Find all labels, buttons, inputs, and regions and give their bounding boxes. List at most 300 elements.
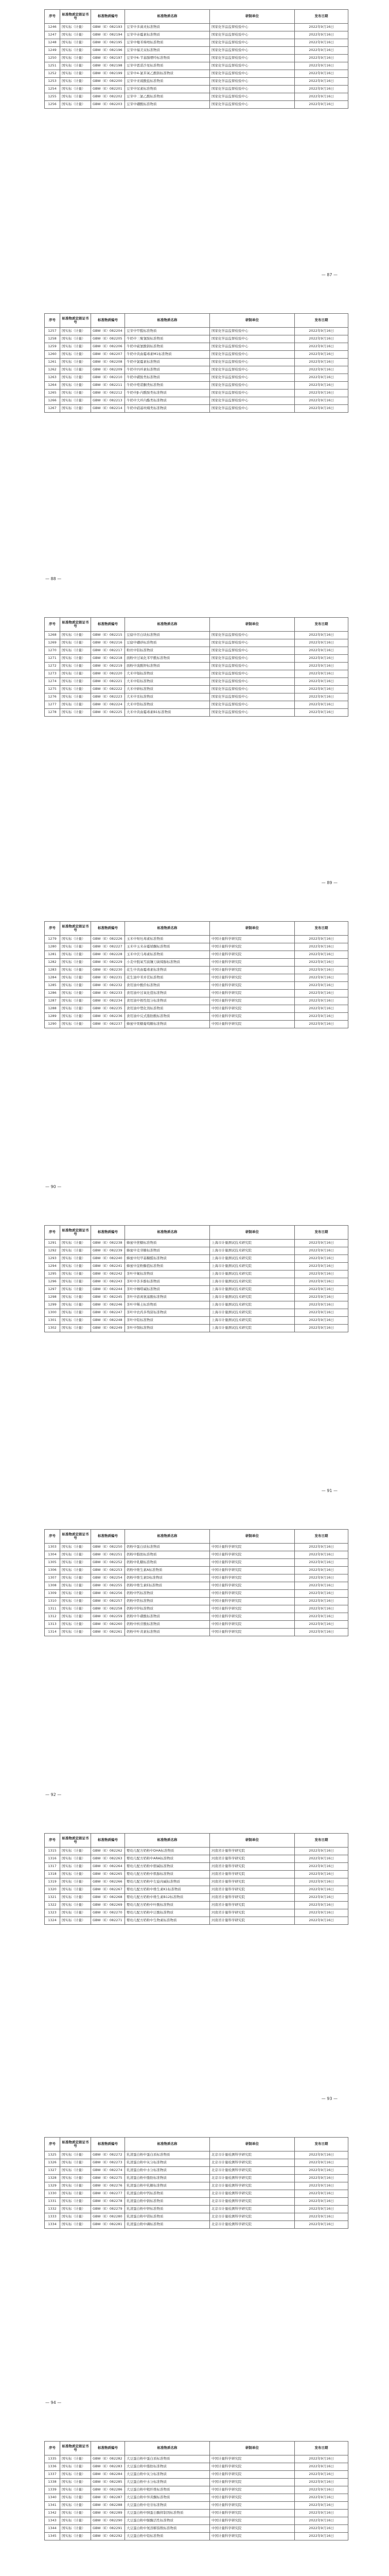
table-row bbox=[45, 39, 348, 47]
release-date-cell: 2022年9月16日 bbox=[295, 1278, 348, 1286]
table-row bbox=[45, 655, 348, 663]
certificate-type-cell: 国实标（计量） bbox=[60, 959, 91, 967]
certificate-type-cell: 国实标（计量） bbox=[60, 1909, 91, 1917]
material-name-cell: 蜂蜜中果糖葡萄糖标准物质 bbox=[125, 1021, 210, 1028]
table-header-row bbox=[45, 1530, 348, 1544]
material-code-cell: GBW（E）082223 bbox=[91, 693, 125, 701]
material-name-cell: 茶叶中茶多酚标准物质 bbox=[125, 1278, 210, 1286]
certificate-type-cell: 国实标（计量） bbox=[60, 1902, 91, 1909]
serial-number-cell: 1333 bbox=[45, 2213, 60, 2221]
release-date-cell: 2022年9月16日 bbox=[295, 343, 348, 351]
developer-cell: 国家化学品监督检验中心 bbox=[210, 47, 295, 55]
serial-number-cell: 1336 bbox=[45, 2463, 60, 2471]
serial-number-cell: 1326 bbox=[45, 2159, 60, 2167]
release-date-cell: 2022年9月16日 bbox=[295, 670, 348, 678]
developer-cell: 河南省计量科学研究院 bbox=[210, 1848, 295, 1855]
serial-number-cell: 1287 bbox=[45, 997, 60, 1005]
table-row bbox=[45, 1255, 348, 1263]
material-code-cell: GBW（E）082213 bbox=[91, 397, 125, 405]
certificate-type-cell: 国实标（计量） bbox=[60, 1613, 91, 1621]
table-row bbox=[45, 1263, 348, 1270]
certificate-type-cell: 国实标（计量） bbox=[60, 1894, 91, 1902]
developer-cell: 中国计量科学研究院 bbox=[210, 1613, 295, 1621]
material-code-cell: GBW（E）082204 bbox=[91, 328, 125, 335]
release-date-cell: 2022年9月16日 bbox=[295, 1544, 348, 1551]
table-row bbox=[45, 1325, 348, 1332]
certificate-type-cell: 国实标（计量） bbox=[60, 1317, 91, 1325]
material-name-cell: 豆芽中噻苯咪唑标准物质 bbox=[125, 39, 210, 47]
release-date-cell: 2022年9月16日 bbox=[295, 974, 348, 982]
document-page bbox=[44, 1833, 348, 2101]
material-code-cell: GBW（E）082247 bbox=[91, 1309, 125, 1317]
developer-cell: 上海市计量测试技术研究院 bbox=[210, 1309, 295, 1317]
column-header: 标准物质定级证书号 bbox=[60, 10, 91, 24]
release-date-cell: 2022年9月16日 bbox=[295, 1582, 348, 1590]
developer-cell: 河南省计量科学研究院 bbox=[210, 1886, 295, 1894]
table-row bbox=[45, 967, 348, 974]
material-name-cell: 乳清蛋白粉中磷标准物质 bbox=[125, 2221, 210, 2229]
certificate-type-cell: 国实标（计量） bbox=[60, 2510, 91, 2517]
material-code-cell: GBW（E）082253 bbox=[91, 1567, 125, 1574]
column-header: 发布日期 bbox=[295, 618, 348, 632]
certificate-type-cell: 国实标（计量） bbox=[60, 62, 91, 70]
material-code-cell: GBW（E）082281 bbox=[91, 2221, 125, 2229]
certificate-type-cell: 国实标（计量） bbox=[60, 647, 91, 655]
material-code-cell: GBW（E）082238 bbox=[91, 1240, 125, 1247]
release-date-cell: 2022年9月16日 bbox=[295, 101, 348, 109]
material-name-cell: 大豆蛋白粉中粗纤维标准物质 bbox=[125, 2486, 210, 2494]
release-date-cell: 2022年9月16日 bbox=[295, 997, 348, 1005]
material-code-cell: GBW（E）082244 bbox=[91, 1286, 125, 1294]
material-code-cell: GBW（E）082249 bbox=[91, 1325, 125, 1332]
certificate-type-cell: 国实标（计量） bbox=[60, 1917, 91, 1925]
document-page bbox=[44, 313, 348, 581]
certificate-type-cell: 国实标（计量） bbox=[60, 1598, 91, 1605]
table-row bbox=[45, 1621, 348, 1629]
document-page bbox=[44, 2441, 348, 2576]
document-page bbox=[44, 1225, 348, 1493]
column-header: 序号 bbox=[45, 314, 60, 328]
material-name-cell: 玉米中玉米赤霉烯酮标准物质 bbox=[125, 943, 210, 951]
serial-number-cell: 1256 bbox=[45, 101, 60, 109]
material-name-cell: 食用油中酸价标准物质 bbox=[125, 982, 210, 990]
developer-cell: 中国计量科学研究院 bbox=[210, 982, 295, 990]
developer-cell: 国家化学品监督检验中心 bbox=[210, 359, 295, 366]
material-code-cell: GBW（E）082251 bbox=[91, 1551, 125, 1559]
table-row bbox=[45, 2533, 348, 2540]
serial-number-cell: 1331 bbox=[45, 2198, 60, 2206]
table-row bbox=[45, 351, 348, 359]
column-header: 标准物质定级证书号 bbox=[60, 2138, 91, 2151]
material-name-cell: 乳清蛋白粉中镁标准物质 bbox=[125, 2213, 210, 2221]
developer-cell: 国家化学品监督检验中心 bbox=[210, 93, 295, 101]
certificate-type-cell: 国实标（计量） bbox=[60, 1855, 91, 1863]
release-date-cell: 2022年9月16日 bbox=[295, 1909, 348, 1917]
serial-number-cell: 1328 bbox=[45, 2175, 60, 2182]
material-code-cell: GBW（E）082259 bbox=[91, 1613, 125, 1621]
serial-number-cell: 1301 bbox=[45, 1317, 60, 1325]
material-name-cell: 粉丝中铝标准物质 bbox=[125, 647, 210, 655]
developer-cell: 上海市计量测试技术研究院 bbox=[210, 1301, 295, 1309]
release-date-cell: 2022年9月16日 bbox=[295, 647, 348, 655]
serial-number-cell: 1255 bbox=[45, 93, 60, 101]
developer-cell: 国家化学品监督检验中心 bbox=[210, 678, 295, 686]
material-name-cell: 乳清蛋白粉中脂肪标准物质 bbox=[125, 2175, 210, 2182]
release-date-cell: 2022年9月16日 bbox=[295, 2182, 348, 2190]
column-header: 标准物质定级证书号 bbox=[60, 922, 91, 936]
release-date-cell: 2022年9月16日 bbox=[295, 1005, 348, 1013]
table-row bbox=[45, 1598, 348, 1605]
developer-cell: 中国计量科学研究院 bbox=[210, 2479, 295, 2486]
table-row bbox=[45, 1309, 348, 1317]
material-name-cell: 奶粉中铁标准物质 bbox=[125, 1598, 210, 1605]
table-row bbox=[45, 78, 348, 86]
table-row bbox=[45, 1317, 348, 1325]
material-code-cell: GBW（E）082274 bbox=[91, 2167, 125, 2175]
developer-cell: 国家化学品监督检验中心 bbox=[210, 709, 295, 717]
certificate-type-cell: 国实标（计量） bbox=[60, 47, 91, 55]
serial-number-cell: 1283 bbox=[45, 967, 60, 974]
release-date-cell: 2022年9月16日 bbox=[295, 1567, 348, 1574]
developer-cell: 国家化学品监督检验中心 bbox=[210, 335, 295, 343]
material-name-cell: 大豆蛋白粉中铅标准物质 bbox=[125, 2533, 210, 2540]
table-row bbox=[45, 2221, 348, 2229]
material-name-cell: 乳清蛋白粉中水分标准物质 bbox=[125, 2167, 210, 2175]
material-code-cell: GBW（E）082215 bbox=[91, 632, 125, 639]
material-name-cell: 牛奶中硝基呋喃类标准物质 bbox=[125, 405, 210, 413]
developer-cell: 中国计量科学研究院 bbox=[210, 943, 295, 951]
release-date-cell: 2022年9月16日 bbox=[295, 1848, 348, 1855]
material-code-cell: GBW（E）082231 bbox=[91, 974, 125, 982]
table-row bbox=[45, 1021, 348, 1028]
material-name-cell: 豆芽中亚硫酸盐标准物质 bbox=[125, 78, 210, 86]
developer-cell: 国家化学品监督检验中心 bbox=[210, 86, 295, 93]
release-date-cell: 2022年9月16日 bbox=[295, 959, 348, 967]
serial-number-cell: 1288 bbox=[45, 1005, 60, 1013]
serial-number-cell: 1247 bbox=[45, 31, 60, 39]
developer-cell: 国家化学品监督检验中心 bbox=[210, 62, 295, 70]
developer-cell: 国家化学品监督检验中心 bbox=[210, 351, 295, 359]
table-row bbox=[45, 1863, 348, 1871]
material-code-cell: GBW（E）082241 bbox=[91, 1263, 125, 1270]
release-date-cell: 2022年9月16日 bbox=[295, 2486, 348, 2494]
serial-number-cell: 1316 bbox=[45, 1855, 60, 1863]
release-date-cell: 2022年9月16日 bbox=[295, 1878, 348, 1886]
material-name-cell: 奶粉中维生素E标准物质 bbox=[125, 1582, 210, 1590]
material-name-cell: 奶粉中脂肪标准物质 bbox=[125, 1551, 210, 1559]
certificate-type-cell: 国实标（计量） bbox=[60, 982, 91, 990]
certificate-type-cell: 国实标（计量） bbox=[60, 2455, 91, 2463]
column-header: 标准物质编号 bbox=[91, 2442, 125, 2455]
material-code-cell: GBW（E）082235 bbox=[91, 1005, 125, 1013]
developer-cell: 中国计量科学研究院 bbox=[210, 997, 295, 1005]
serial-number-cell: 1320 bbox=[45, 1886, 60, 1894]
certificate-type-cell: 国实标（计量） bbox=[60, 2206, 91, 2213]
serial-number-cell: 1274 bbox=[45, 678, 60, 686]
serial-number-cell: 1315 bbox=[45, 1848, 60, 1855]
developer-cell: 国家化学品监督检验中心 bbox=[210, 663, 295, 670]
release-date-cell: 2022年9月16日 bbox=[295, 1598, 348, 1605]
serial-number-cell: 1325 bbox=[45, 2151, 60, 2159]
table-row bbox=[45, 974, 348, 982]
material-name-cell: 大豆蛋白粉中氮溶解指数标准物质 bbox=[125, 2525, 210, 2533]
release-date-cell: 2022年9月16日 bbox=[295, 1886, 348, 1894]
serial-number-cell: 1324 bbox=[45, 1917, 60, 1925]
developer-cell: 中国计量科学研究院 bbox=[210, 2533, 295, 2540]
certificate-type-cell: 国实标（计量） bbox=[60, 39, 91, 47]
material-name-cell: 乳清蛋白粉中灰分标准物质 bbox=[125, 2159, 210, 2167]
column-header: 发布日期 bbox=[295, 2442, 348, 2455]
table-row bbox=[45, 1590, 348, 1598]
developer-cell: 中国计量科学研究院 bbox=[210, 1559, 295, 1567]
serial-number-cell: 1345 bbox=[45, 2533, 60, 2540]
release-date-cell: 2022年9月16日 bbox=[295, 2206, 348, 2213]
release-date-cell: 2022年9月16日 bbox=[295, 1317, 348, 1325]
materials-table bbox=[44, 921, 348, 1028]
developer-cell: 国家化学品监督检验中心 bbox=[210, 366, 295, 374]
serial-number-cell: 1298 bbox=[45, 1294, 60, 1301]
table-row bbox=[45, 101, 348, 109]
material-code-cell: GBW（E）082221 bbox=[91, 678, 125, 686]
certificate-type-cell: 国实标（计量） bbox=[60, 78, 91, 86]
table-row bbox=[45, 1240, 348, 1247]
material-name-cell: 牛奶中喹诺酮类标准物质 bbox=[125, 382, 210, 389]
table-row bbox=[45, 1567, 348, 1574]
developer-cell: 中国计量科学研究院 bbox=[210, 1574, 295, 1582]
column-header: 序号 bbox=[45, 2442, 60, 2455]
release-date-cell: 2022年9月16日 bbox=[295, 405, 348, 413]
material-name-cell: 面粉中溴酸钾标准物质 bbox=[125, 663, 210, 670]
release-date-cell: 2022年9月16日 bbox=[295, 1559, 348, 1567]
material-name-cell: 食用油中塑化剂标准物质 bbox=[125, 1005, 210, 1013]
developer-cell: 国家化学品监督检验中心 bbox=[210, 389, 295, 397]
table-row bbox=[45, 1559, 348, 1567]
certificate-type-cell: 国实标（计量） bbox=[60, 101, 91, 109]
release-date-cell: 2022年9月16日 bbox=[295, 686, 348, 693]
column-header: 标准物质名称 bbox=[125, 922, 210, 936]
page-number: — 94 — bbox=[45, 2400, 62, 2405]
release-date-cell: 2022年9月16日 bbox=[295, 328, 348, 335]
certificate-type-cell: 国实标（计量） bbox=[60, 2182, 91, 2190]
serial-number-cell: 1276 bbox=[45, 693, 60, 701]
table-row bbox=[45, 389, 348, 397]
table-row bbox=[45, 328, 348, 335]
developer-cell: 上海市计量测试技术研究院 bbox=[210, 1294, 295, 1301]
material-name-cell: 大豆蛋白粉中脲酶活性标准物质 bbox=[125, 2517, 210, 2525]
material-code-cell: GBW（E）082272 bbox=[91, 2151, 125, 2159]
material-name-cell: 大豆蛋白粉中皂苷标准物质 bbox=[125, 2502, 210, 2510]
table-row bbox=[45, 709, 348, 717]
developer-cell: 中国计量科学研究院 bbox=[210, 1005, 295, 1013]
material-name-cell: 乳清蛋白粉中乳糖标准物质 bbox=[125, 2182, 210, 2190]
serial-number-cell: 1295 bbox=[45, 1270, 60, 1278]
table-row bbox=[45, 1886, 348, 1894]
serial-number-cell: 1338 bbox=[45, 2479, 60, 2486]
release-date-cell: 2022年9月16日 bbox=[295, 86, 348, 93]
material-code-cell: GBW（E）082197 bbox=[91, 55, 125, 62]
table-row bbox=[45, 936, 348, 943]
certificate-type-cell: 国实标（计量） bbox=[60, 93, 91, 101]
table-row bbox=[45, 2175, 348, 2182]
developer-cell: 中国计量科学研究院 bbox=[210, 2463, 295, 2471]
document-page bbox=[44, 921, 348, 1189]
column-header: 标准物质定级证书号 bbox=[60, 1834, 91, 1848]
material-name-cell: 大豆蛋白粉中胰蛋白酶抑制剂标准物质 bbox=[125, 2510, 210, 2517]
material-code-cell: GBW（E）082201 bbox=[91, 86, 125, 93]
column-header: 研制单位 bbox=[210, 618, 295, 632]
certificate-type-cell: 国实标（计量） bbox=[60, 343, 91, 351]
certificate-type-cell: 国实标（计量） bbox=[60, 2517, 91, 2525]
developer-cell: 中国计量科学研究院 bbox=[210, 2510, 295, 2517]
developer-cell: 河南省计量科学研究院 bbox=[210, 1855, 295, 1863]
material-code-cell: GBW（E）082257 bbox=[91, 1598, 125, 1605]
table-row bbox=[45, 1855, 348, 1863]
developer-cell: 国家化学品监督检验中心 bbox=[210, 686, 295, 693]
serial-number-cell: 1284 bbox=[45, 974, 60, 982]
material-code-cell: GBW（E）082193 bbox=[91, 24, 125, 31]
table-row bbox=[45, 997, 348, 1005]
table-row bbox=[45, 2455, 348, 2463]
column-header: 研制单位 bbox=[210, 10, 295, 24]
certificate-type-cell: 国实标（计量） bbox=[60, 1863, 91, 1871]
serial-number-cell: 1334 bbox=[45, 2221, 60, 2229]
material-code-cell: GBW（E）082230 bbox=[91, 967, 125, 974]
certificate-type-cell: 国实标（计量） bbox=[60, 374, 91, 382]
table-row bbox=[45, 2213, 348, 2221]
release-date-cell: 2022年9月16日 bbox=[295, 1286, 348, 1294]
table-row bbox=[45, 1871, 348, 1878]
developer-cell: 上海市计量测试技术研究院 bbox=[210, 1240, 295, 1247]
serial-number-cell: 1305 bbox=[45, 1559, 60, 1567]
serial-number-cell: 1286 bbox=[45, 990, 60, 997]
column-header: 标准物质定级证书号 bbox=[60, 1530, 91, 1544]
release-date-cell: 2022年9月16日 bbox=[295, 374, 348, 382]
serial-number-cell: 1297 bbox=[45, 1286, 60, 1294]
developer-cell: 上海市计量测试技术研究院 bbox=[210, 1278, 295, 1286]
material-name-cell: 奶粉中钙标准物质 bbox=[125, 1590, 210, 1598]
material-name-cell: 奶粉中锌标准物质 bbox=[125, 1605, 210, 1613]
table-row bbox=[45, 2463, 348, 2471]
material-name-cell: 豆芽中硼酸标准物质 bbox=[125, 101, 210, 109]
table-row bbox=[45, 86, 348, 93]
release-date-cell: 2022年9月16日 bbox=[295, 366, 348, 374]
material-code-cell: GBW（E）082261 bbox=[91, 1629, 125, 1636]
serial-number-cell: 1277 bbox=[45, 701, 60, 709]
material-code-cell: GBW（E）082275 bbox=[91, 2175, 125, 2182]
column-header: 序号 bbox=[45, 2138, 60, 2151]
release-date-cell: 2022年9月16日 bbox=[295, 2463, 348, 2471]
release-date-cell: 2022年9月16日 bbox=[295, 701, 348, 709]
table-header-row bbox=[45, 1834, 348, 1848]
table-header-row bbox=[45, 922, 348, 936]
developer-cell: 中国计量科学研究院 bbox=[210, 1567, 295, 1574]
serial-number-cell: 1291 bbox=[45, 1240, 60, 1247]
page-number: — 88 — bbox=[45, 577, 62, 581]
certificate-type-cell: 国实标（计量） bbox=[60, 936, 91, 943]
certificate-type-cell: 国实标（计量） bbox=[60, 639, 91, 647]
certificate-type-cell: 国实标（计量） bbox=[60, 1270, 91, 1278]
developer-cell: 河南省计量科学研究院 bbox=[210, 1902, 295, 1909]
serial-number-cell: 1250 bbox=[45, 55, 60, 62]
material-name-cell: 大米中砷标准物质 bbox=[125, 686, 210, 693]
table-row bbox=[45, 1301, 348, 1309]
table-row bbox=[45, 405, 348, 413]
serial-number-cell: 1308 bbox=[45, 1582, 60, 1590]
certificate-type-cell: 国实标（计量） bbox=[60, 2175, 91, 2182]
release-date-cell: 2022年9月16日 bbox=[295, 2471, 348, 2479]
release-date-cell: 2022年9月16日 bbox=[295, 1301, 348, 1309]
material-code-cell: GBW（E）082246 bbox=[91, 1301, 125, 1309]
certificate-type-cell: 国实标（计量） bbox=[60, 397, 91, 405]
serial-number-cell: 1311 bbox=[45, 1605, 60, 1613]
certificate-type-cell: 国实标（计量） bbox=[60, 55, 91, 62]
serial-number-cell: 1266 bbox=[45, 397, 60, 405]
table-row bbox=[45, 686, 348, 693]
developer-cell: 国家化学品监督检验中心 bbox=[210, 670, 295, 678]
material-name-cell: 婴幼儿配方奶粉中泛酸标准物质 bbox=[125, 1909, 210, 1917]
developer-cell: 国家化学品监督检验中心 bbox=[210, 647, 295, 655]
serial-number-cell: 1299 bbox=[45, 1301, 60, 1309]
certificate-type-cell: 国实标（计量） bbox=[60, 405, 91, 413]
column-header: 发布日期 bbox=[295, 1834, 348, 1848]
column-header: 标准物质名称 bbox=[125, 1530, 210, 1544]
serial-number-cell: 1329 bbox=[45, 2182, 60, 2190]
developer-cell: 中国计量科学研究院 bbox=[210, 2517, 295, 2525]
certificate-type-cell: 国实标（计量） bbox=[60, 359, 91, 366]
material-name-cell: 奶粉中维生素A标准物质 bbox=[125, 1567, 210, 1574]
release-date-cell: 2022年9月16日 bbox=[295, 1309, 348, 1317]
certificate-type-cell: 国实标（计量） bbox=[60, 335, 91, 343]
certificate-type-cell: 国实标（计量） bbox=[60, 693, 91, 701]
material-code-cell: GBW（E）082225 bbox=[91, 709, 125, 717]
table-row bbox=[45, 1544, 348, 1551]
materials-table bbox=[44, 2441, 348, 2540]
developer-cell: 上海市计量测试技术研究院 bbox=[210, 1286, 295, 1294]
serial-number-cell: 1296 bbox=[45, 1278, 60, 1286]
developer-cell: 中国计量科学研究院 bbox=[210, 1013, 295, 1021]
serial-number-cell: 1332 bbox=[45, 2206, 60, 2213]
materials-table bbox=[44, 313, 348, 413]
materials-table bbox=[44, 2137, 348, 2229]
material-name-cell: 大豆蛋白粉中灰分标准物质 bbox=[125, 2471, 210, 2479]
developer-cell: 中国计量科学研究院 bbox=[210, 2502, 295, 2510]
material-code-cell: GBW（E）082270 bbox=[91, 1909, 125, 1917]
release-date-cell: 2022年9月16日 bbox=[295, 2175, 348, 2182]
table-row bbox=[45, 24, 348, 31]
column-header: 发布日期 bbox=[295, 922, 348, 936]
material-code-cell: GBW（E）082207 bbox=[91, 351, 125, 359]
developer-cell: 北京市计量检测科学研究院 bbox=[210, 2190, 295, 2198]
serial-number-cell: 1337 bbox=[45, 2471, 60, 2479]
material-code-cell: GBW（E）082194 bbox=[91, 31, 125, 39]
release-date-cell: 2022年9月16日 bbox=[295, 78, 348, 86]
certificate-type-cell: 国实标（计量） bbox=[60, 2151, 91, 2159]
material-name-cell: 豆腐中硼砂标准物质 bbox=[125, 639, 210, 647]
table-row bbox=[45, 1629, 348, 1636]
material-code-cell: GBW（E）082209 bbox=[91, 366, 125, 374]
material-name-cell: 茶叶中农药多残留标准物质 bbox=[125, 1309, 210, 1317]
table-row bbox=[45, 1247, 348, 1255]
material-code-cell: GBW（E）082200 bbox=[91, 78, 125, 86]
column-header: 研制单位 bbox=[210, 1530, 295, 1544]
serial-number-cell: 1246 bbox=[45, 24, 60, 31]
developer-cell: 上海市计量测试技术研究院 bbox=[210, 1263, 295, 1270]
developer-cell: 国家化学品监督检验中心 bbox=[210, 101, 295, 109]
certificate-type-cell: 国实标（计量） bbox=[60, 2159, 91, 2167]
table-row bbox=[45, 1574, 348, 1582]
certificate-type-cell: 国实标（计量） bbox=[60, 86, 91, 93]
material-name-cell: 大米中黄曲霉毒素B1标准物质 bbox=[125, 709, 210, 717]
